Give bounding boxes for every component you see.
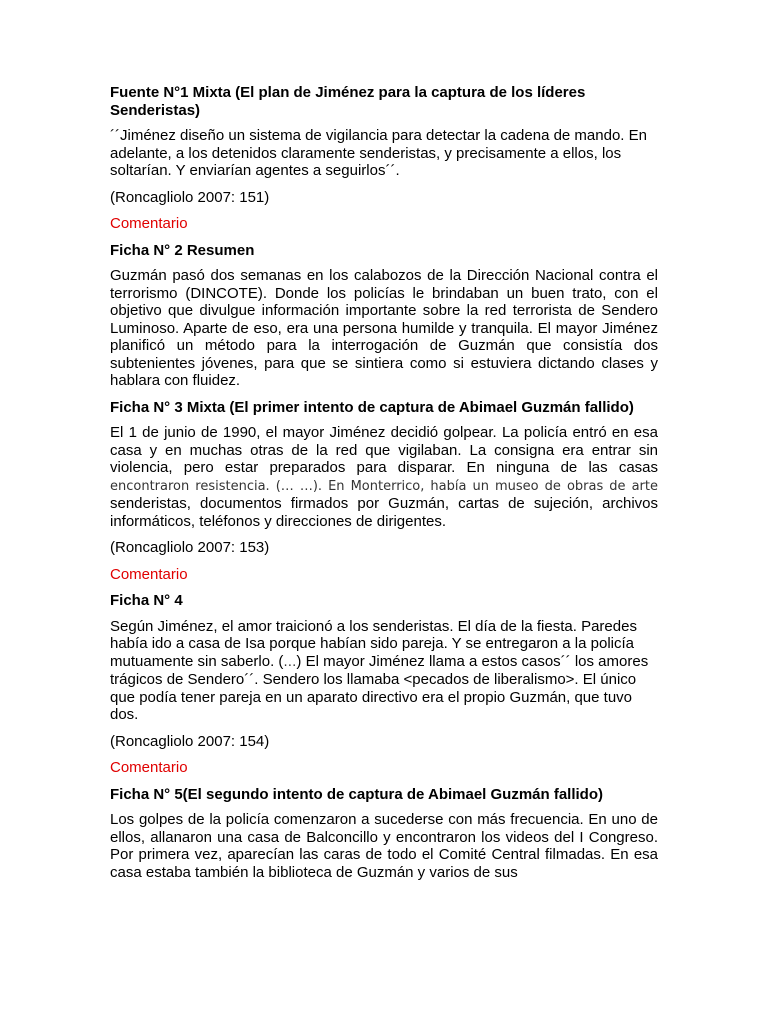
- comment-label: Comentario: [110, 215, 188, 232]
- comment-label: Comentario: [110, 759, 188, 776]
- citation: (Roncagliolo 2007: 153): [110, 539, 270, 556]
- body-paragraph: [110, 618, 658, 724]
- section-heading-fuente-1: Fuente N°1 Mixta (El plan de Jiménez para la captura de los líderes Senderistas): [110, 84, 586, 119]
- body-paragraph: Los golpes de la policía comenzaron a sucederse con más frecuencia. En uno de ellos, allanaron una casa de Balconcillo y encontraron los videos del I Congreso. Por primera vez, aparecían las caras de todo el Comité Central filmadas. En esa casa estaba también la biblioteca de Guzmán y varios de sus: [110, 811, 658, 881]
- section-heading-ficha-2: Ficha N° 2 Resumen: [110, 241, 255, 259]
- body-text: ) El mayor Jiménez llama a estos casos´´ los amores trágicos de Sendero´´. Sendero los llamaba <pecados de liberalismo>. El único que podía tener pareja en un aparato directivo era el propio Guzmán, que tuvo dos.: [110, 652, 649, 723]
- body-text-small: encontraron resistencia. (… …). En Monterrico, había un museo de obras de arte: [110, 478, 658, 494]
- body-paragraph: [110, 424, 658, 530]
- citation: (Roncagliolo 2007: 151): [110, 188, 270, 206]
- body-text: Según Jiménez, el amor traicionó a los senderistas. El día de la fiesta. Paredes había ido a casa de Isa porque habían sido pareja. Y se entregaron a la policía mutuamente sin saberlo. (: [110, 617, 637, 670]
- section-heading-ficha-3: Ficha N° 3 Mixta (El primer intento de captura de Abimael Guzmán fallido): [110, 398, 634, 416]
- body-text: senderistas, documentos firmados por Guzmán, cartas de sujeción, archivos informáticos, teléfonos y direcciones de dirigentes.: [110, 495, 658, 530]
- document-page: [110, 84, 658, 890]
- section-heading-ficha-4: Ficha N° 4: [110, 592, 183, 609]
- comment-label: Comentario: [110, 565, 188, 583]
- summary-paragraph: Guzmán pasó dos semanas en los calabozos de la Dirección Nacional contra el terrorismo (DINCOTE). Donde los policías le brindaban un buen trato, con el objetivo que divulgue información importante sobre la red terrorista de Sendero Luminoso. Aparte de eso, era una persona humilde y tranquila. El mayor Jiménez planificó un método para la interrogación de Guzmán que consistía dos subtenientes jóvenes, para que se sintiera como si estuviera dictando clases y hablara con fluidez.: [110, 267, 658, 389]
- body-text: El 1 de junio de 1990, el mayor Jiménez decidió golpear. La policía entró en esa casa y en muchas otras de la red que vigilaban. La consigna era entrar sin violencia, pero estar preparados para disparar. En ninguna de las casas: [110, 424, 658, 476]
- citation: (Roncagliolo 2007: 154): [110, 732, 270, 750]
- ellipsis-text: …: [283, 654, 297, 670]
- quote-paragraph: ´´Jiménez diseño un sistema de vigilancia para detectar la cadena de mando. En adelante, a los detenidos claramente senderistas, y precisamente a ellos, los soltarían. Y enviarían agentes a seguirlos´´.: [110, 127, 647, 179]
- section-heading-ficha-5: Ficha N° 5(El segundo intento de captura de Abimael Guzmán fallido): [110, 785, 604, 803]
